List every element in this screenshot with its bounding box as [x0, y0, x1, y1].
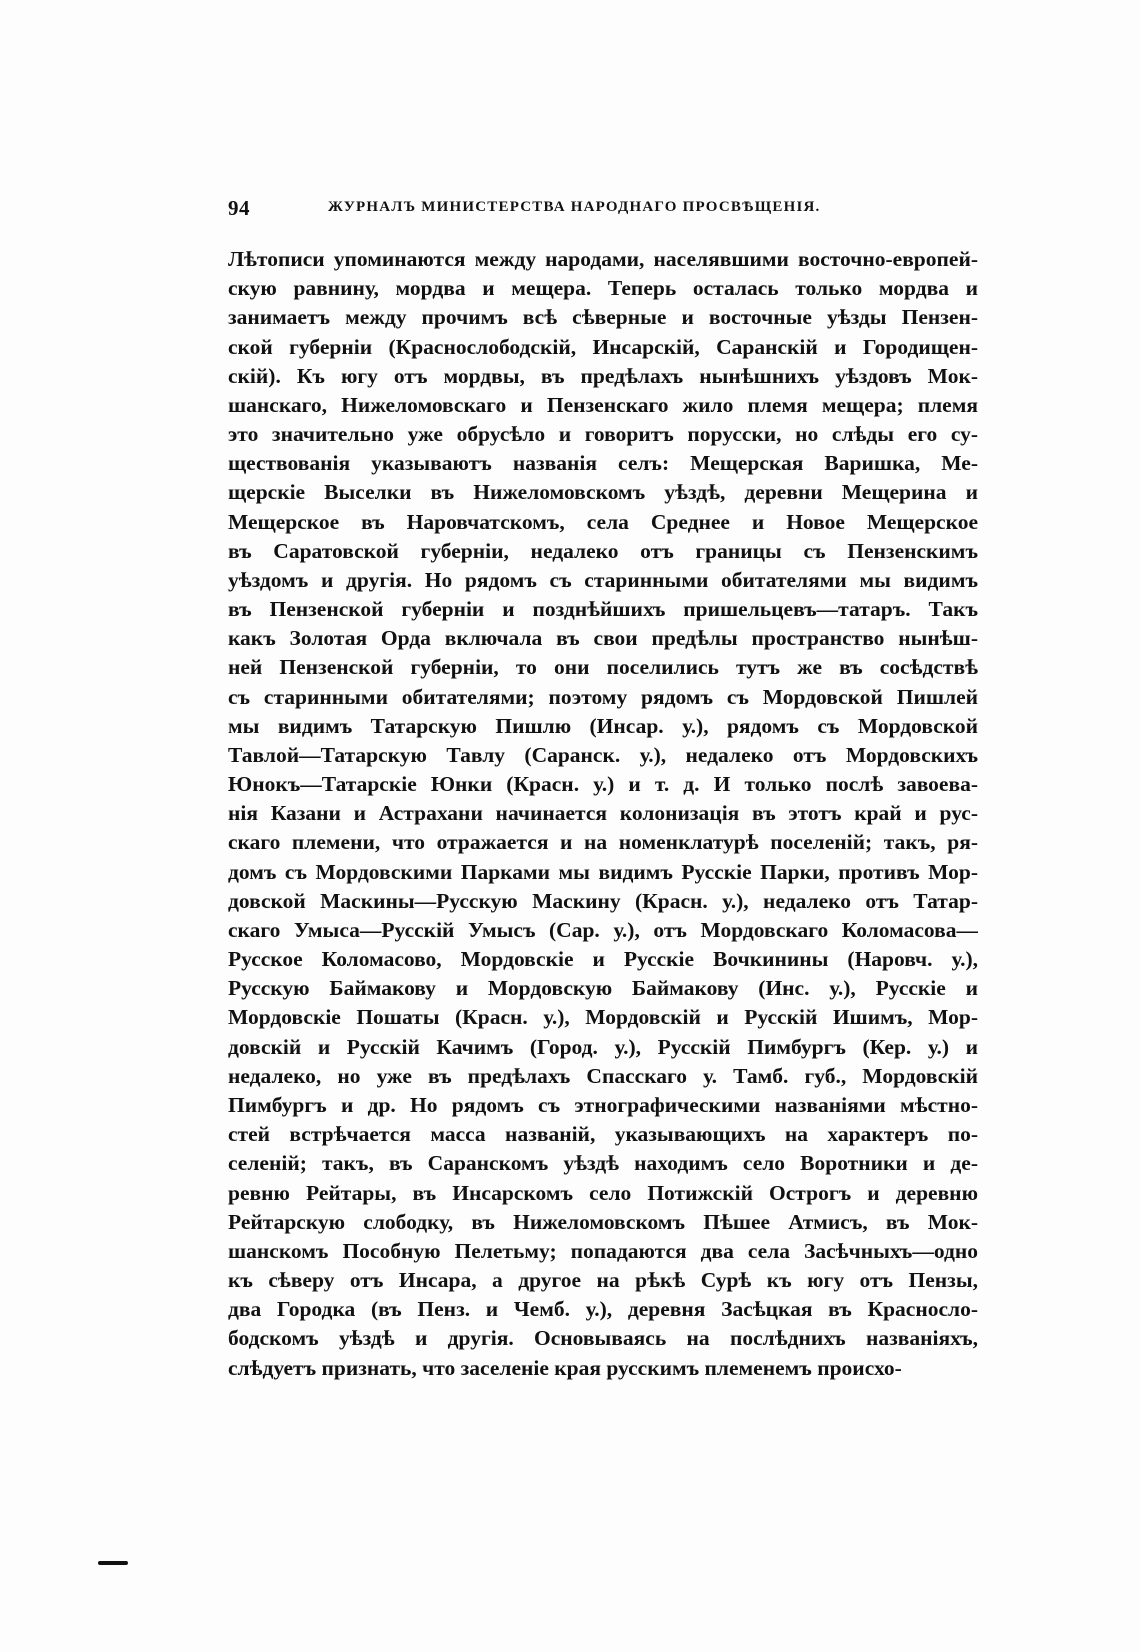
- margin-dash-mark: [98, 1561, 128, 1565]
- text-line: Мордовскіе Пошаты (Красн. у.), Мордовскій и Русскій Ишимъ, Мор-: [228, 1005, 978, 1030]
- text-line: домъ съ Мордовскими Парками мы видимъ Русскіе Парки, противъ Мор-: [228, 859, 978, 884]
- text-line: скій). Къ югу отъ мордвы, въ предѣлахъ нынѣшнихъ уѣздовъ Мок-: [228, 363, 978, 388]
- text-line: два Городка (въ Пенз. и Чемб. у.), деревня Засѣцкая въ Краснослo-: [228, 1297, 978, 1322]
- page-header: [228, 196, 978, 226]
- text-line: скаго племени, что отражается и на номенклатурѣ поселеній; такъ, ря-: [228, 830, 978, 855]
- text-line: слѣдуетъ признать, что заселеніе края русскимъ племенемъ происхо-: [228, 1355, 902, 1380]
- text-line: это значительно уже обрусѣло и говоритъ порусски, но слѣды его су-: [228, 422, 978, 447]
- text-line: довскій и Русскій Качимъ (Город. у.), Русскій Пимбургъ (Кер. у.) и: [228, 1034, 978, 1059]
- text-line: Тавлой—Татарскую Тавлу (Саранск. у.), недалеко отъ Мордовскихъ: [228, 742, 978, 767]
- text-line: нія Казани и Астрахани начинается колонизація въ этотъ край и рус-: [228, 801, 978, 826]
- text-line: селеній; такъ, въ Саранскомъ уѣздѣ находимъ село Воротники и де-: [228, 1151, 978, 1176]
- text-line: Мещерское въ Наровчатскомъ, села Среднее и Новое Мещерское: [228, 509, 978, 534]
- text-line: какъ Золотая Орда включала въ свои предѣлы пространство нынѣш-: [228, 626, 978, 651]
- text-line: недалеко, но уже въ предѣлахъ Спасскаго у. Тамб. губ., Мордовскій: [228, 1063, 978, 1088]
- text-line: Лѣтописи упоминаются между народами, населявшими восточно-европей-: [228, 247, 978, 271]
- text-line: стей встрѣчается масса названій, указывающихъ на характеръ по-: [228, 1122, 978, 1147]
- text-line: щерскіе Выселки въ Нижеломовскомъ уѣздѣ, деревни Мещерина и: [228, 480, 978, 505]
- body-text: [228, 245, 978, 1383]
- text-line: Пимбургъ и др. Но рядомъ съ этнографическими названіями мѣстно-: [228, 1092, 978, 1117]
- text-line: Юнокъ—Татарскіе Юнки (Красн. у.) и т. д. И только послѣ завоева-: [228, 772, 978, 797]
- text-line: ней Пензенской губерніи, то они поселились тутъ же въ сосѣдствѣ: [228, 655, 978, 680]
- text-line: уѣздомъ и другія. Но рядомъ съ старинными обитателями мы видимъ: [228, 567, 978, 592]
- text-line: ревню Рейтары, въ Инсарскомъ село Потижскій Острогъ и деревню: [228, 1180, 978, 1205]
- text-line: шанскомъ Пособную Пелетьму; попадаются два села Засѣчныхъ—одно: [228, 1238, 978, 1263]
- text-line: въ Пензенской губерніи и позднѣйшихъ пришельцевъ—татаръ. Такъ: [228, 597, 978, 622]
- text-line: съ старинными обитателями; поэтому рядомъ съ Мордовской Пишлей: [228, 684, 978, 709]
- text-line: шанскаго, Нижеломовскаго и Пензенскаго жило племя мещера; племя: [228, 392, 978, 417]
- text-line: скаго Умыса—Русскій Умысъ (Сар. у.), отъ Мордовскаго Коломасова—: [228, 917, 978, 942]
- text-line: Русскую Баймакову и Мордовскую Баймакову (Инс. у.), Русскіе и: [228, 976, 978, 1001]
- text-line: къ сѣверу отъ Инсара, а другое на рѣкѣ Сурѣ къ югу отъ Пензы,: [228, 1268, 978, 1293]
- text-line: Рейтарскую слободку, въ Нижеломовскомъ Пѣшее Атмисъ, въ Мок-: [228, 1209, 978, 1234]
- running-title: ЖУРНАЛЪ МИНИСТЕРСТВА НАРОДНАГО ПРОСВѢЩЕНІЯ.: [328, 199, 821, 215]
- page-number: 94: [228, 196, 250, 220]
- text-line: бодскомъ уѣздѣ и другія. Основываясь на послѣднихъ названіяхъ,: [228, 1326, 978, 1351]
- text-line: ской губерніи (Краснослободскій, Инсарскій, Саранскій и Городищен-: [228, 334, 978, 359]
- text-line: довской Маскины—Русскую Маскину (Красн. у.), недалеко отъ Татар-: [228, 888, 978, 913]
- text-line: скую равнину, мордва и мещера. Теперь осталась только мордва и: [228, 276, 978, 301]
- text-line: мы видимъ Татарскую Пишлю (Инсар. у.), рядомъ съ Мордовской: [228, 713, 978, 738]
- text-line: въ Саратовской губерніи, недалеко отъ границы съ Пензенскимъ: [228, 538, 978, 563]
- text-line: ществованія указываютъ названія селъ: Мещерская Варишка, Ме-: [228, 451, 978, 476]
- text-line: Русское Коломасово, Мордовскіе и Русскіе Вочкинины (Наровч. у.),: [228, 947, 978, 972]
- text-line: занимаетъ между прочимъ всѣ сѣверные и восточные уѣзды Пензен-: [228, 305, 978, 330]
